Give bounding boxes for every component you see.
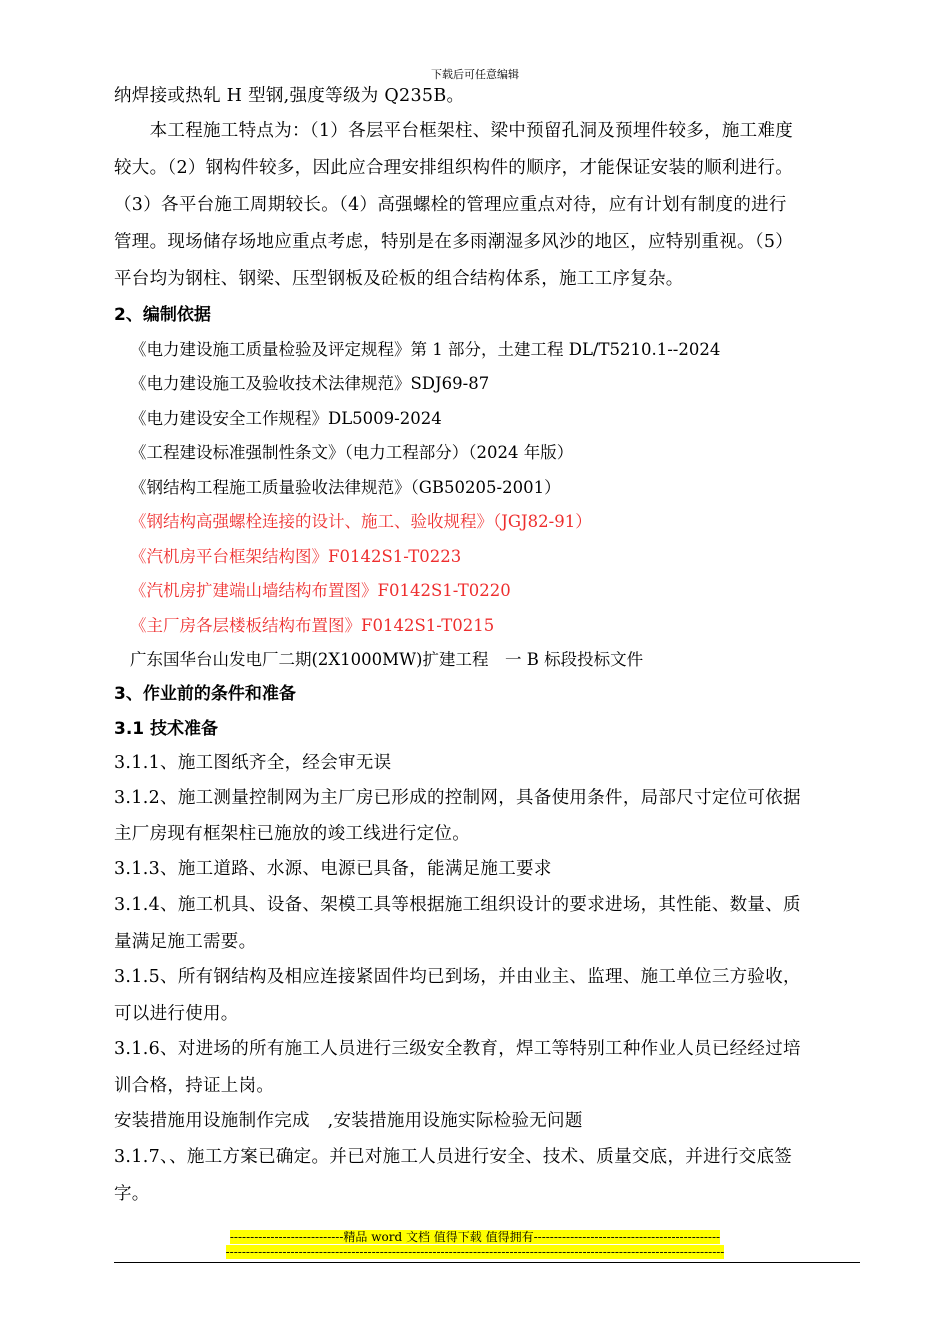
paragraph-line: 3.1.7、、施工方案已确定。并已对施工人员进行安全、技术、质量交底，并进行交底签 — [114, 1147, 793, 1167]
paragraph-line: 量满足施工需要。 — [114, 932, 257, 952]
paragraph-line: 3.1.6、对进场的所有施工人员进行三级安全教育，焊工等特别工种作业人员已经经过培 — [114, 1039, 801, 1059]
reference-item-highlighted: 《钢结构高强螺栓连接的设计、施工、验收规程》（JGJ82-91） — [130, 512, 592, 531]
reference-item: 《电力建设施工及验收技术法律规范》SDJ69-87 — [130, 374, 490, 393]
paragraph-line: 本工程施工特点为：（1）各层平台框架柱、梁中预留孔洞及预埋件较多，施工难度 — [114, 121, 794, 141]
reference-item: 《电力建设施工质量检验及评定规程》第 1 部分，土建工程 DL/T5210.1--2024 — [130, 340, 721, 359]
paragraph-line: 管理。现场储存场地应重点考虑，特别是在多雨潮湿多风沙的地区，应特别重视。（5） — [114, 232, 794, 252]
footer-divider — [114, 1262, 860, 1263]
reference-item: 广东国华台山发电厂二期(2X1000MW)扩建工程 一 B 标段投标文件 — [130, 650, 644, 669]
reference-item-highlighted: 《汽机房扩建端山墙结构布置图》F0142S1-T0220 — [130, 581, 511, 600]
paragraph-line: 3.1.2、施工测量控制网为主厂房已形成的控制网，具备使用条件，局部尺寸定位可依据 — [114, 788, 801, 808]
header-note: 下载后可任意编辑 — [431, 68, 519, 81]
reference-item-highlighted: 《主厂房各层楼板结构布置图》F0142S1-T0215 — [130, 616, 495, 635]
paragraph-line: 3.1.1、施工图纸齐全，经会审无误 — [114, 753, 392, 773]
reference-item: 《工程建设标准强制性条文》（电力工程部分）（2024 年版） — [130, 443, 574, 462]
reference-item: 《电力建设安全工作规程》DL5009-2024 — [130, 409, 442, 428]
paragraph-line: 3.1.4、施工机具、设备、架模工具等根据施工组织设计的要求进场，其性能、数量、质 — [114, 895, 801, 915]
reference-item: 《钢结构工程施工质量验收法律规范》（GB50205-2001） — [130, 478, 561, 497]
reference-item-highlighted: 《汽机房平台框架结构图》F0142S1-T0223 — [130, 547, 462, 566]
paragraph-line: 3.1.5、所有钢结构及相应连接紧固件均已到场，并由业主、监理、施工单位三方验收， — [114, 967, 801, 987]
footer-banner — [0, 1230, 950, 1244]
paragraph-line: 纳焊接或热轧 H 型钢,强度等级为 Q235B。 — [114, 86, 465, 106]
paragraph-line: 3.1.3、施工道路、水源、电源已具备，能满足施工要求 — [114, 859, 552, 879]
paragraph-line: 较大。（2）钢构件较多，因此应合理安排组织构件的顺序，才能保证安装的顺利进行。 — [114, 158, 794, 178]
paragraph-line: 字。 — [114, 1184, 150, 1204]
paragraph-line: （3）各平台施工周期较长。（4）高强螺栓的管理应重点对待，应有计划有制度的进行 — [114, 195, 787, 215]
paragraph-line: 可以进行使用。 — [114, 1004, 239, 1024]
paragraph-line: 训合格，持证上岗。 — [114, 1076, 275, 1096]
footer-banner-dashes: --------------------------------------------------------------------------------------------------------------------------- — [225, 1245, 725, 1259]
paragraph-line: 平台均为钢柱、钢梁、压型钢板及砼板的组合结构体系，施工工序复杂。 — [114, 269, 684, 289]
section-heading: 2、编制依据 — [114, 305, 211, 325]
footer-banner-text: ----------------------------精品 word 文档 值得下载 值得拥有---------------------------------------------- — [229, 1230, 721, 1244]
paragraph-line: 主厂房现有框架柱已施放的竣工线进行定位。 — [114, 824, 470, 844]
paragraph-line: 安装措施用设施制作完成 ,安装措施用设施实际检验无问题 — [114, 1111, 583, 1131]
subsection-heading: 3.1 技术准备 — [114, 719, 219, 739]
section-heading: 3、作业前的条件和准备 — [114, 684, 296, 704]
footer-banner — [0, 1245, 950, 1259]
